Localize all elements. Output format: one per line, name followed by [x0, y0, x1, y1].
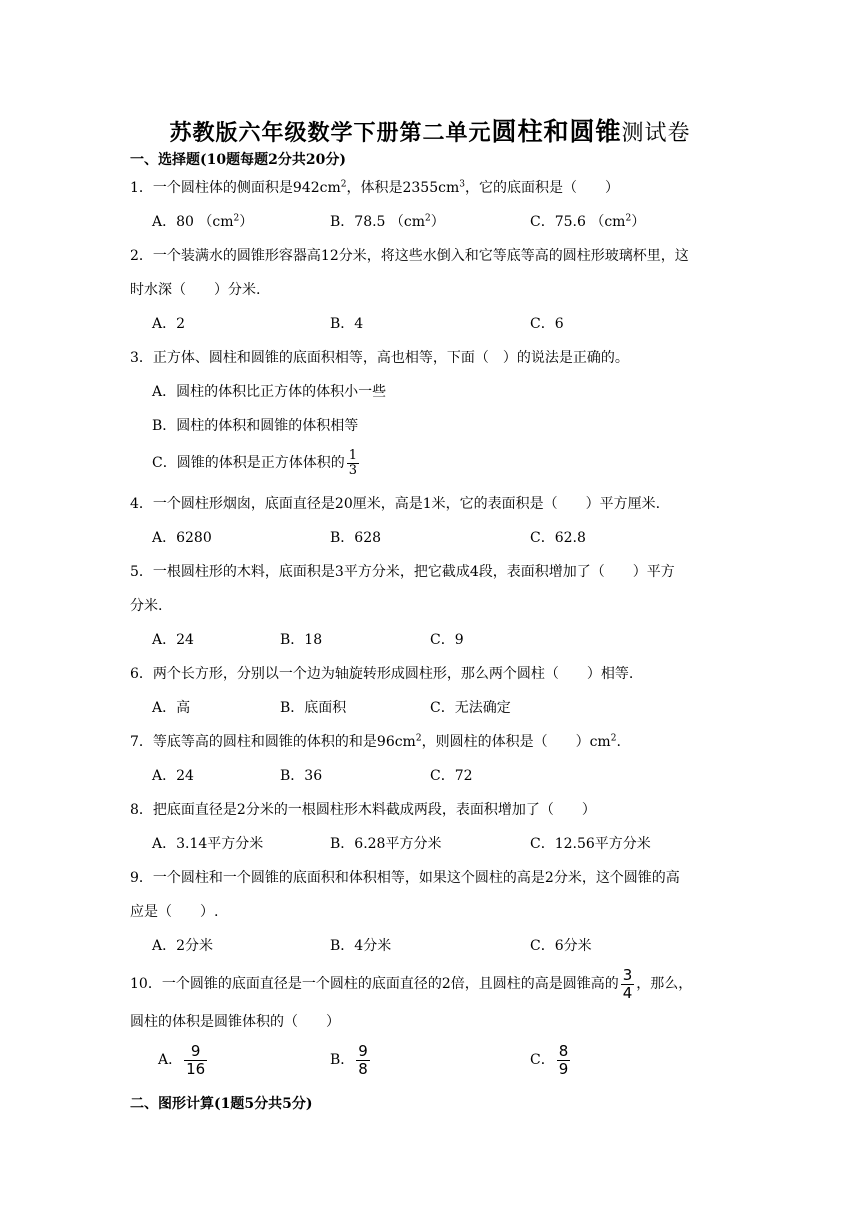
fraction-eight-ninths: $\frac{8}{9}$: [558, 1041, 569, 1078]
fraction-nine-sixteenths: $\frac{9}{16}$: [186, 1041, 206, 1078]
q1-option-b[interactable]: B．78.5 $(cm^2)$: [330, 213, 445, 230]
q2-option-c[interactable]: C．6: [530, 316, 564, 332]
q4-option-c[interactable]: C．62.8: [530, 530, 586, 546]
q7-option-c[interactable]: C．72: [430, 768, 473, 784]
section-heading-figure-calc: 二、图形计算(1题5分共5分): [130, 1096, 313, 1112]
q3-option-b[interactable]: B．圆柱的体积和圆锥的体积相等: [152, 418, 359, 434]
q2-option-a[interactable]: A．2: [152, 316, 186, 332]
q5-option-b[interactable]: B．18: [280, 632, 323, 648]
q9-option-c[interactable]: C．6分米: [530, 938, 592, 954]
section-heading-choice: 一、选择题(10题每题2分共20分): [130, 152, 346, 168]
q8-option-c[interactable]: C．12.56平方分米: [530, 836, 651, 852]
question-7: 7．等底等高的圆柱和圆锥的体积的和是$96cm^2$，则圆柱的体积是（ ）$cm^2$.: [130, 733, 621, 750]
q6-option-b[interactable]: B．底面积: [280, 700, 347, 716]
q10-option-c[interactable]: C． $\frac{8}{9}$: [530, 1041, 569, 1078]
q5-option-c[interactable]: C．9: [430, 632, 464, 648]
q4-option-a[interactable]: A．6280: [152, 530, 212, 546]
q8-option-b[interactable]: B．6.28平方分米: [330, 836, 442, 852]
q10-option-b[interactable]: B． $\frac{9}{8}$: [330, 1041, 368, 1078]
question-6: 6．两个长方形，分别以一个边为轴旋转形成圆柱形，那么两个圆柱（ ）相等.: [130, 666, 634, 682]
q3-option-a[interactable]: A．圆柱的体积比正方体的体积小一些: [152, 384, 387, 400]
question-9-line-2: 应是（ ）.: [130, 904, 219, 920]
question-5-line-2: 分米.: [130, 598, 163, 614]
q7-option-b[interactable]: B．36: [280, 768, 323, 784]
q9-option-a[interactable]: A．2分米: [152, 938, 214, 954]
question-10-line-1: 10．一个圆锥的底面直径是一个圆柱的底面直径的2倍，且圆柱的高是圆锥高的 $\frac{3}{4}$ ，那么，: [130, 965, 693, 1002]
question-1: 1．一个圆柱体的侧面积是$942cm^2$，体积是$2355cm^3$，它的底面积是（ ）: [130, 179, 619, 196]
q4-option-b[interactable]: B．628: [330, 530, 382, 546]
q5-option-a[interactable]: A．24: [152, 632, 194, 648]
question-9-line-1: 9．一个圆柱和一个圆锥的底面积和体积相等，如果这个圆柱的高是2分米，这个圆锥的高: [130, 870, 680, 886]
q1-option-a[interactable]: A．80 $(cm^2)$: [152, 213, 254, 230]
q6-option-c[interactable]: C．无法确定: [430, 700, 511, 716]
question-10-line-2: 圆柱的体积是圆锥体积的（ ）: [130, 1014, 340, 1030]
question-5-line-1: 5．一根圆柱形的木料，底面积是3平方分米，把它截成4段，表面积增加了（ ）平方: [130, 564, 675, 580]
fraction-three-quarters: $\frac{3}{4}$: [622, 965, 633, 1002]
q9-option-b[interactable]: B．4分米: [330, 938, 392, 954]
question-3: 3．正方体、圆柱和圆锥的底面积相等，高也相等，下面（ ）的说法是正确的。: [130, 350, 629, 366]
question-2-line-1: 2．一个装满水的圆锥形容器高12分米，将这些水倒入和它等底等高的圆柱形玻璃杯里，这: [130, 248, 689, 264]
question-2-line-2: 时水深（ ）分米.: [130, 282, 261, 298]
question-8: 8．把底面直径是2分米的一根圆柱形木料截成两段，表面积增加了（ ）: [130, 802, 596, 818]
q8-option-a[interactable]: A．3.14平方分米: [152, 836, 264, 852]
q7-option-a[interactable]: A．24: [152, 768, 194, 784]
page-title: 苏教版六年级数学下册第二单元圆柱和圆锥测试卷: [169, 117, 691, 146]
q3-option-c[interactable]: C．圆锥的体积是正方体体积的 $\frac{1}{3}$: [152, 447, 357, 478]
q1-option-c[interactable]: C．75.6 $(cm^2)$: [530, 213, 646, 230]
q6-option-a[interactable]: A．高: [152, 700, 191, 716]
fraction-one-third: $\frac{1}{3}$: [348, 447, 357, 478]
q2-option-b[interactable]: B．4: [330, 316, 364, 332]
q10-option-a[interactable]: A． $\frac{9}{16}$: [158, 1041, 206, 1078]
fraction-nine-eighths: $\frac{9}{8}$: [358, 1041, 368, 1078]
question-4: 4．一个圆柱形烟囱，底面直径是20厘米，高是1米，它的表面积是（ ）平方厘米.: [130, 496, 661, 512]
